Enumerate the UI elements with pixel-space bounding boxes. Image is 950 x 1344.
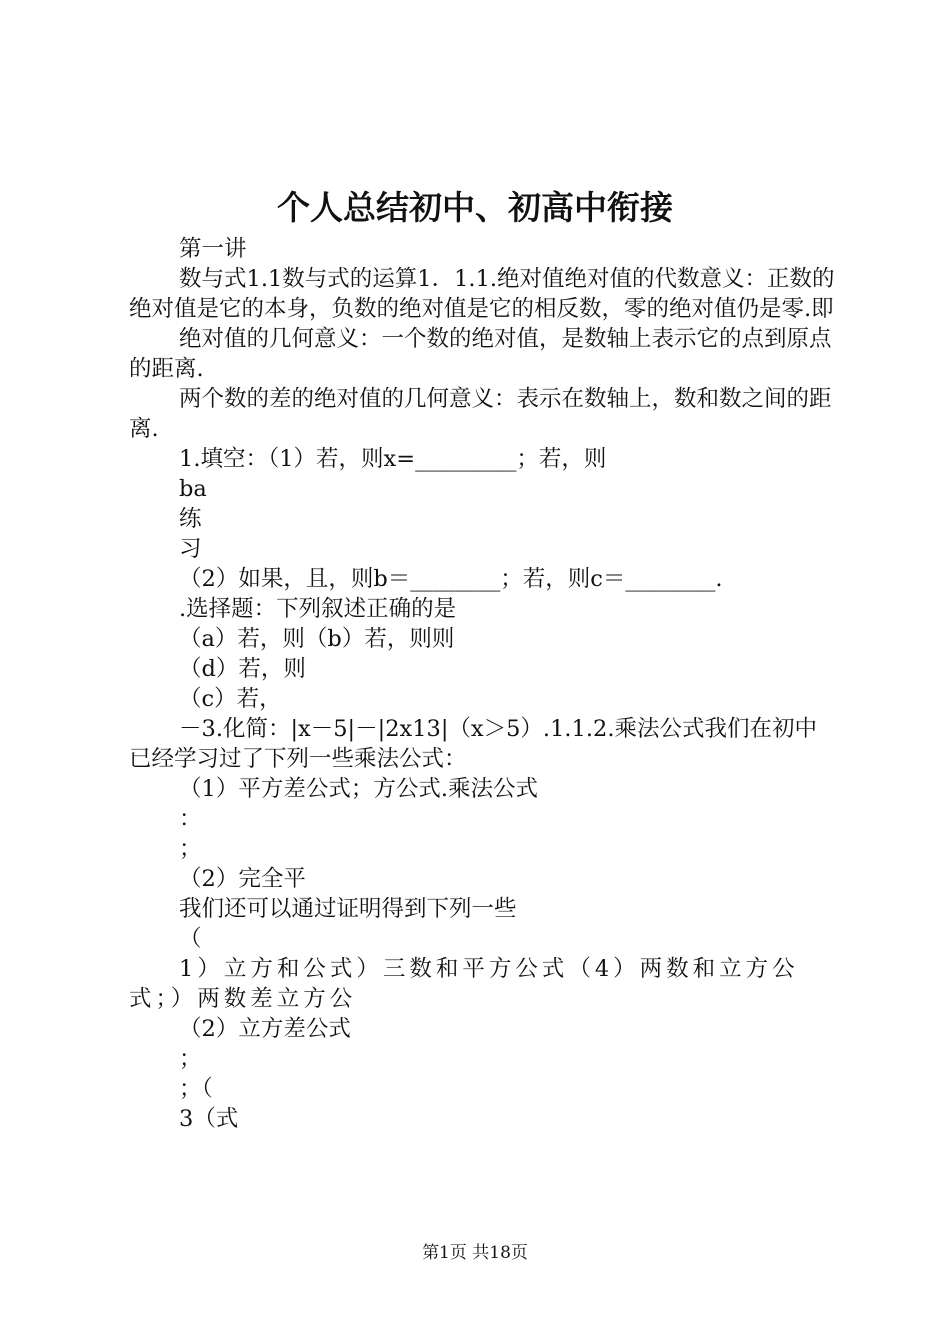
- paragraph-absolute-value-geometric: 绝对值的几何意义：一个数的绝对值，是数轴上表示它的点到原点的距离.: [129, 326, 832, 382]
- paragraph-colon: ：: [179, 806, 202, 832]
- paragraph-difference-of-cubes: （2）立方差公式: [179, 1016, 351, 1042]
- paragraph-choice-c: （c）若，: [179, 686, 282, 712]
- paragraph-exercise-1: 1.填空：（1）若，则x=_________；若，则: [179, 446, 607, 472]
- paragraph-semicolon-1: ；: [179, 836, 202, 862]
- document-title: 个人总结初中、初高中衔接: [277, 188, 673, 227]
- paragraph-absolute-value-algebraic: 数与式1.1数与式的运算1．1.1.绝对值绝对值的代数意义：正数的绝对值是它的本身，负数的绝对值是它的相反数，零的绝对值仍是零.即: [129, 266, 835, 322]
- paragraph-choice-question: .选择题：下列叙述正确的是: [179, 596, 457, 622]
- paragraph-open-paren: （: [179, 926, 202, 952]
- paragraph-choice-d: （d）若，则: [179, 656, 306, 682]
- document-body: [129, 234, 835, 1134]
- paragraph-difference-of-squares: （1）平方差公式；方公式.乘法公式: [179, 776, 538, 802]
- paragraph-choice-a-b: （a）若，则（b）若，则则: [179, 626, 455, 652]
- paragraph-fragment-ba: ba: [179, 476, 207, 502]
- paragraph-fragment-xi: 习: [179, 536, 202, 562]
- paragraph-cube-formulas: 1）立方和公式）三数和平方公式（4）两数和立方公式；）两数差立方公: [129, 956, 799, 1012]
- paragraph-fragment-lian: 练: [179, 506, 202, 532]
- paragraph-perfect-square: （2）完全平: [179, 866, 306, 892]
- paragraph-further-proof: 我们还可以通过证明得到下列一些: [179, 896, 517, 922]
- paragraph-lecture-heading: 第一讲: [179, 236, 247, 262]
- paragraph-semicolon-paren: ；（: [179, 1076, 213, 1102]
- paragraph-difference-geometric: 两个数的差的绝对值的几何意义：表示在数轴上，数和数之间的距离.: [129, 386, 832, 442]
- paragraph-exercise-1-2: （2）如果，且，则b＝________；若，则c＝________.: [179, 566, 723, 592]
- paragraph-simplify-and-formulas: －3.化简：|x－5|－|2x13|（x＞5）.1.1.2.乘法公式我们在初中已经学习过了下列一些乘法公式：: [129, 716, 817, 772]
- page-footer: 第1页 共18页: [422, 1243, 528, 1263]
- paragraph-semicolon-2: ；: [179, 1046, 202, 1072]
- paragraph-fragment-3: 3（式: [179, 1106, 239, 1132]
